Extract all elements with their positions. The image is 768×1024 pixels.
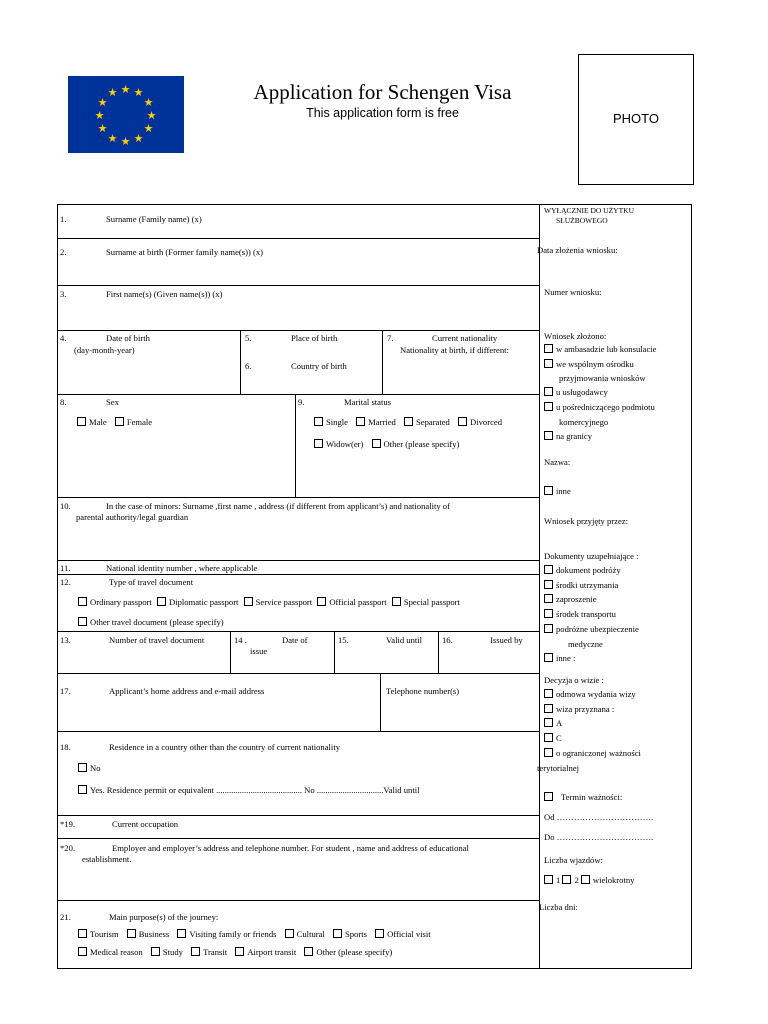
doc-option-official[interactable]: Official passport bbox=[317, 597, 386, 607]
row-divider bbox=[57, 285, 539, 286]
checkbox[interactable] bbox=[151, 947, 160, 956]
official-heading: WYŁĄCZNIE DO UŻYTKU bbox=[544, 206, 634, 215]
field-label: Country of birth bbox=[291, 361, 347, 371]
checkbox[interactable] bbox=[544, 624, 553, 633]
days-label: Liczba dni: bbox=[539, 902, 578, 912]
purpose-option-transit[interactable]: Transit bbox=[191, 947, 227, 957]
accepted-by-label: Wniosek przyjęty przez: bbox=[544, 516, 628, 526]
star-icon: ★ bbox=[97, 96, 108, 109]
cell-divider bbox=[438, 631, 439, 673]
submitted-option-embassy[interactable]: w ambasadzie lub konsulacie bbox=[544, 344, 656, 354]
entries-option-multiple[interactable]: wielokrotny bbox=[581, 875, 635, 885]
cell-divider bbox=[334, 631, 335, 673]
field-label: Residence in a country other than the country of current nationality bbox=[109, 742, 340, 752]
cell-divider bbox=[230, 631, 231, 673]
marital-option-single[interactable]: Single bbox=[314, 417, 348, 427]
field-number: 11. bbox=[60, 563, 71, 573]
cell-divider bbox=[240, 330, 241, 394]
checkbox[interactable] bbox=[544, 580, 553, 589]
photo-label: PHOTO bbox=[613, 111, 659, 126]
checkbox[interactable] bbox=[544, 594, 553, 603]
field-number: 21. bbox=[60, 912, 71, 922]
submitted-option-common-centre[interactable]: we wspólnym ośrodku bbox=[544, 359, 634, 369]
checkbox[interactable] bbox=[544, 402, 553, 411]
checkbox[interactable] bbox=[317, 597, 326, 606]
purpose-option-business[interactable]: Business bbox=[127, 929, 170, 939]
checkbox[interactable] bbox=[375, 929, 384, 938]
marital-option-other[interactable]: Other (please specify) bbox=[372, 439, 460, 449]
checkbox[interactable] bbox=[544, 565, 553, 574]
star-icon: ★ bbox=[133, 132, 144, 145]
field-number: 16. bbox=[442, 635, 453, 645]
star-icon: ★ bbox=[94, 109, 105, 122]
decision-option-a[interactable]: A bbox=[544, 718, 562, 728]
entries-option-2[interactable]: 2 bbox=[562, 875, 578, 885]
checkbox[interactable] bbox=[115, 417, 124, 426]
checkbox[interactable] bbox=[333, 929, 342, 938]
field-label: Telephone number(s) bbox=[386, 686, 460, 696]
star-icon: ★ bbox=[107, 86, 118, 99]
row-divider bbox=[57, 673, 539, 674]
doc-option-special[interactable]: Special passport bbox=[392, 597, 460, 607]
checkbox[interactable] bbox=[544, 609, 553, 618]
field-label: Main purpose(s) of the journey: bbox=[109, 912, 219, 922]
decision-option-limited[interactable]: o ograniczonej ważności bbox=[544, 748, 641, 758]
checkbox[interactable] bbox=[314, 439, 323, 448]
submitted-option-cont: przyjmowania wniosków bbox=[559, 373, 646, 383]
field-number: *20. bbox=[60, 843, 76, 853]
visa-decision-label: Decyzja o wizie : bbox=[544, 675, 604, 685]
checkbox[interactable] bbox=[304, 947, 313, 956]
star-icon: ★ bbox=[97, 122, 108, 135]
field-number: 12. bbox=[60, 577, 71, 587]
cell-divider bbox=[382, 330, 383, 394]
row-divider bbox=[57, 560, 539, 561]
field-label: First name(s) (Given name(s)) (x) bbox=[106, 289, 223, 299]
field-label: Date of birth bbox=[106, 333, 150, 343]
row-divider bbox=[57, 238, 539, 239]
submitted-at-label: Wniosek złożono: bbox=[544, 331, 607, 341]
star-icon: ★ bbox=[133, 86, 144, 99]
row-divider bbox=[57, 815, 539, 816]
eu-flag-icon bbox=[68, 76, 184, 153]
checkbox[interactable] bbox=[392, 597, 401, 606]
page-subtitle: This application form is free bbox=[306, 106, 459, 120]
field-number: 6. bbox=[245, 361, 252, 371]
checkbox[interactable] bbox=[127, 929, 136, 938]
checkbox[interactable] bbox=[544, 653, 553, 662]
field-number: 7. bbox=[387, 333, 394, 343]
field-number: 3. bbox=[60, 289, 67, 299]
checkbox[interactable] bbox=[458, 417, 467, 426]
application-number-label: Numer wniosku: bbox=[544, 287, 602, 297]
field-sublabel: Nationality at birth, if different: bbox=[400, 345, 509, 355]
field-sublabel: (day-month-year) bbox=[74, 345, 135, 355]
row-divider bbox=[57, 394, 539, 395]
docs-option-invitation[interactable]: zaproszenie bbox=[544, 594, 597, 604]
field-label: Employer and employer’s address and telephone number. For student , name and address of educational bbox=[112, 843, 469, 853]
star-icon: ★ bbox=[143, 122, 154, 135]
marital-option-married[interactable]: Married bbox=[356, 417, 396, 427]
docs-option-transport[interactable]: środek transportu bbox=[544, 609, 616, 619]
docs-option-travel-document[interactable]: dokument podróży bbox=[544, 565, 621, 575]
field-number: 2. bbox=[60, 247, 67, 257]
field-label: Surname at birth (Former family name(s)) (x) bbox=[106, 247, 264, 257]
checkbox[interactable] bbox=[78, 785, 87, 794]
field-label: Valid until bbox=[386, 635, 423, 645]
checkbox[interactable] bbox=[544, 689, 553, 698]
checkbox[interactable] bbox=[544, 359, 553, 368]
checkbox[interactable] bbox=[285, 929, 294, 938]
checkbox[interactable] bbox=[544, 718, 553, 727]
purpose-option-sports[interactable]: Sports bbox=[333, 929, 367, 939]
field-label: Sex bbox=[106, 397, 119, 407]
field-number: *19. bbox=[60, 819, 76, 829]
row-divider bbox=[57, 574, 539, 575]
row-divider bbox=[57, 900, 539, 901]
star-icon: ★ bbox=[120, 135, 131, 148]
entries-label: Liczba wjazdów: bbox=[544, 855, 603, 865]
field-label: Date of bbox=[282, 635, 308, 645]
checkbox[interactable] bbox=[78, 597, 87, 606]
field-label: Marital status bbox=[344, 397, 392, 407]
application-date-label: Data złożenia wniosku: bbox=[537, 245, 618, 255]
docs-option-cont: medyczne bbox=[568, 639, 603, 649]
doc-option-diplomatic[interactable]: Diplomatic passport bbox=[157, 597, 238, 607]
supporting-docs-label: Dokumenty uzupełniające : bbox=[544, 551, 639, 561]
purpose-option-visiting[interactable]: Visiting family or friends bbox=[177, 929, 276, 939]
checkbox[interactable] bbox=[235, 947, 244, 956]
checkbox[interactable] bbox=[544, 792, 553, 801]
submitted-option-provider[interactable]: u usługodawcy bbox=[544, 387, 608, 397]
marital-option-separated[interactable]: Separated bbox=[404, 417, 450, 427]
star-icon: ★ bbox=[107, 132, 118, 145]
purpose-option-airport-transit[interactable]: Airport transit bbox=[235, 947, 296, 957]
marital-option-widower[interactable]: Widow(er) bbox=[314, 439, 363, 449]
checkbox[interactable] bbox=[562, 875, 571, 884]
cell-divider bbox=[380, 673, 381, 731]
checkbox[interactable] bbox=[314, 417, 323, 426]
submitted-option-intermediary[interactable]: u pośredniczącego podmiotu bbox=[544, 402, 655, 412]
field-number: 14 . bbox=[234, 635, 247, 645]
row-divider bbox=[57, 631, 539, 632]
field-number: 9. bbox=[298, 397, 305, 407]
field-number: 10. bbox=[60, 501, 71, 511]
valid-to-field[interactable]: Do ……………………………. bbox=[544, 832, 654, 842]
checkbox[interactable] bbox=[78, 617, 87, 626]
decision-option-cont: terytorialnej bbox=[537, 763, 579, 773]
field-number: 1. bbox=[60, 214, 67, 224]
checkbox[interactable] bbox=[157, 597, 166, 606]
field-number: 4. bbox=[60, 333, 67, 343]
field-label: Applicant’s home address and e-mail address bbox=[109, 686, 265, 696]
valid-from-field[interactable]: Od ……………………………. bbox=[544, 812, 654, 822]
residence-option-yes[interactable]: Yes. Residence permit or equivalent ........................................ No ...............................Valid until bbox=[78, 785, 419, 795]
purpose-option-official-visit[interactable]: Official visit bbox=[375, 929, 431, 939]
purpose-option-study[interactable]: Study bbox=[151, 947, 183, 957]
checkbox[interactable] bbox=[77, 417, 86, 426]
docs-option-other[interactable]: inne : bbox=[544, 653, 575, 663]
decision-option-c[interactable]: C bbox=[544, 733, 562, 743]
checkbox[interactable] bbox=[356, 417, 365, 426]
field-number: 17. bbox=[60, 686, 71, 696]
name-label: Nazwa: bbox=[544, 457, 571, 467]
field-label: Number of travel document bbox=[109, 635, 205, 645]
purpose-option-cultural[interactable]: Cultural bbox=[285, 929, 325, 939]
decision-option-refused[interactable]: odmowa wydania wizy bbox=[544, 689, 636, 699]
row-divider bbox=[57, 497, 539, 498]
row-divider bbox=[57, 838, 539, 839]
field-number: 15. bbox=[338, 635, 349, 645]
purpose-option-other[interactable]: Other (please specify) bbox=[304, 947, 392, 957]
star-icon: ★ bbox=[143, 96, 154, 109]
field-label: Current nationality bbox=[432, 333, 498, 343]
doc-option-ordinary[interactable]: Ordinary passport bbox=[78, 597, 152, 607]
checkbox[interactable] bbox=[544, 875, 553, 884]
checkbox[interactable] bbox=[78, 763, 87, 772]
row-divider bbox=[57, 731, 539, 732]
checkbox[interactable] bbox=[544, 486, 553, 495]
official-column-divider bbox=[539, 204, 540, 969]
field-label: Current occupation bbox=[112, 819, 179, 829]
submitted-option-border[interactable]: na granicy bbox=[544, 431, 592, 441]
field-label-cont: issue bbox=[250, 646, 268, 656]
row-divider bbox=[57, 330, 539, 331]
checkbox[interactable] bbox=[404, 417, 413, 426]
docs-option-insurance[interactable]: podróżne ubezpieczenie bbox=[544, 624, 639, 634]
page-title: Application for Schengen Visa bbox=[253, 80, 512, 104]
sex-option-male[interactable]: Male bbox=[77, 417, 107, 427]
checkbox[interactable] bbox=[177, 929, 186, 938]
checkbox[interactable] bbox=[544, 704, 553, 713]
official-heading-cont: SŁUŻBOWEGO bbox=[556, 216, 608, 225]
submitted-option-other[interactable]: inne bbox=[544, 486, 571, 496]
field-number: 8. bbox=[60, 397, 67, 407]
checkbox[interactable] bbox=[191, 947, 200, 956]
checkbox[interactable] bbox=[544, 748, 553, 757]
checkbox[interactable] bbox=[544, 344, 553, 353]
checkbox[interactable] bbox=[544, 387, 553, 396]
field-number: 5. bbox=[245, 333, 252, 343]
field-label-cont: parental authority/legal guardian bbox=[76, 512, 189, 522]
star-icon: ★ bbox=[146, 109, 157, 122]
checkbox[interactable] bbox=[581, 875, 590, 884]
checkbox[interactable] bbox=[78, 947, 87, 956]
checkbox[interactable] bbox=[544, 431, 553, 440]
validity-label: Termin ważności: bbox=[544, 792, 622, 802]
cell-divider bbox=[295, 394, 296, 497]
field-label-cont: establishment. bbox=[82, 854, 132, 864]
star-icon: ★ bbox=[120, 83, 131, 96]
field-label: Issued by bbox=[490, 635, 523, 645]
field-number: 13. bbox=[60, 635, 71, 645]
field-label: In the case of minors: Surname ,first name , address (if different from applicant’s) and nationality of bbox=[106, 501, 450, 511]
field-label: Surname (Family name) (x) bbox=[106, 214, 202, 224]
submitted-option-cont: komercyjnego bbox=[559, 417, 609, 427]
checkbox[interactable] bbox=[78, 929, 87, 938]
checkbox[interactable] bbox=[372, 439, 381, 448]
docs-option-means[interactable]: środki utrzymania bbox=[544, 580, 618, 590]
sex-option-female[interactable]: Female bbox=[115, 417, 152, 427]
residence-option-no[interactable]: No bbox=[78, 763, 101, 773]
checkbox[interactable] bbox=[244, 597, 253, 606]
field-number: 18. bbox=[60, 742, 71, 752]
purpose-option-medical[interactable]: Medical reason bbox=[78, 947, 143, 957]
decision-option-issued[interactable]: wiza przyznana : bbox=[544, 704, 614, 714]
purpose-option-tourism[interactable]: Tourism bbox=[78, 929, 119, 939]
doc-option-service[interactable]: Service passport bbox=[244, 597, 313, 607]
field-label: National identity number , where applicable bbox=[106, 563, 258, 573]
field-label: Place of birth bbox=[291, 333, 338, 343]
field-label: Type of travel document bbox=[109, 577, 194, 587]
doc-option-other[interactable]: Other travel document (please specify) bbox=[78, 617, 224, 627]
checkbox[interactable] bbox=[544, 733, 553, 742]
entries-option-1[interactable]: 1 bbox=[544, 875, 560, 885]
marital-option-divorced[interactable]: Divorced bbox=[458, 417, 502, 427]
photo-box[interactable] bbox=[578, 54, 694, 185]
